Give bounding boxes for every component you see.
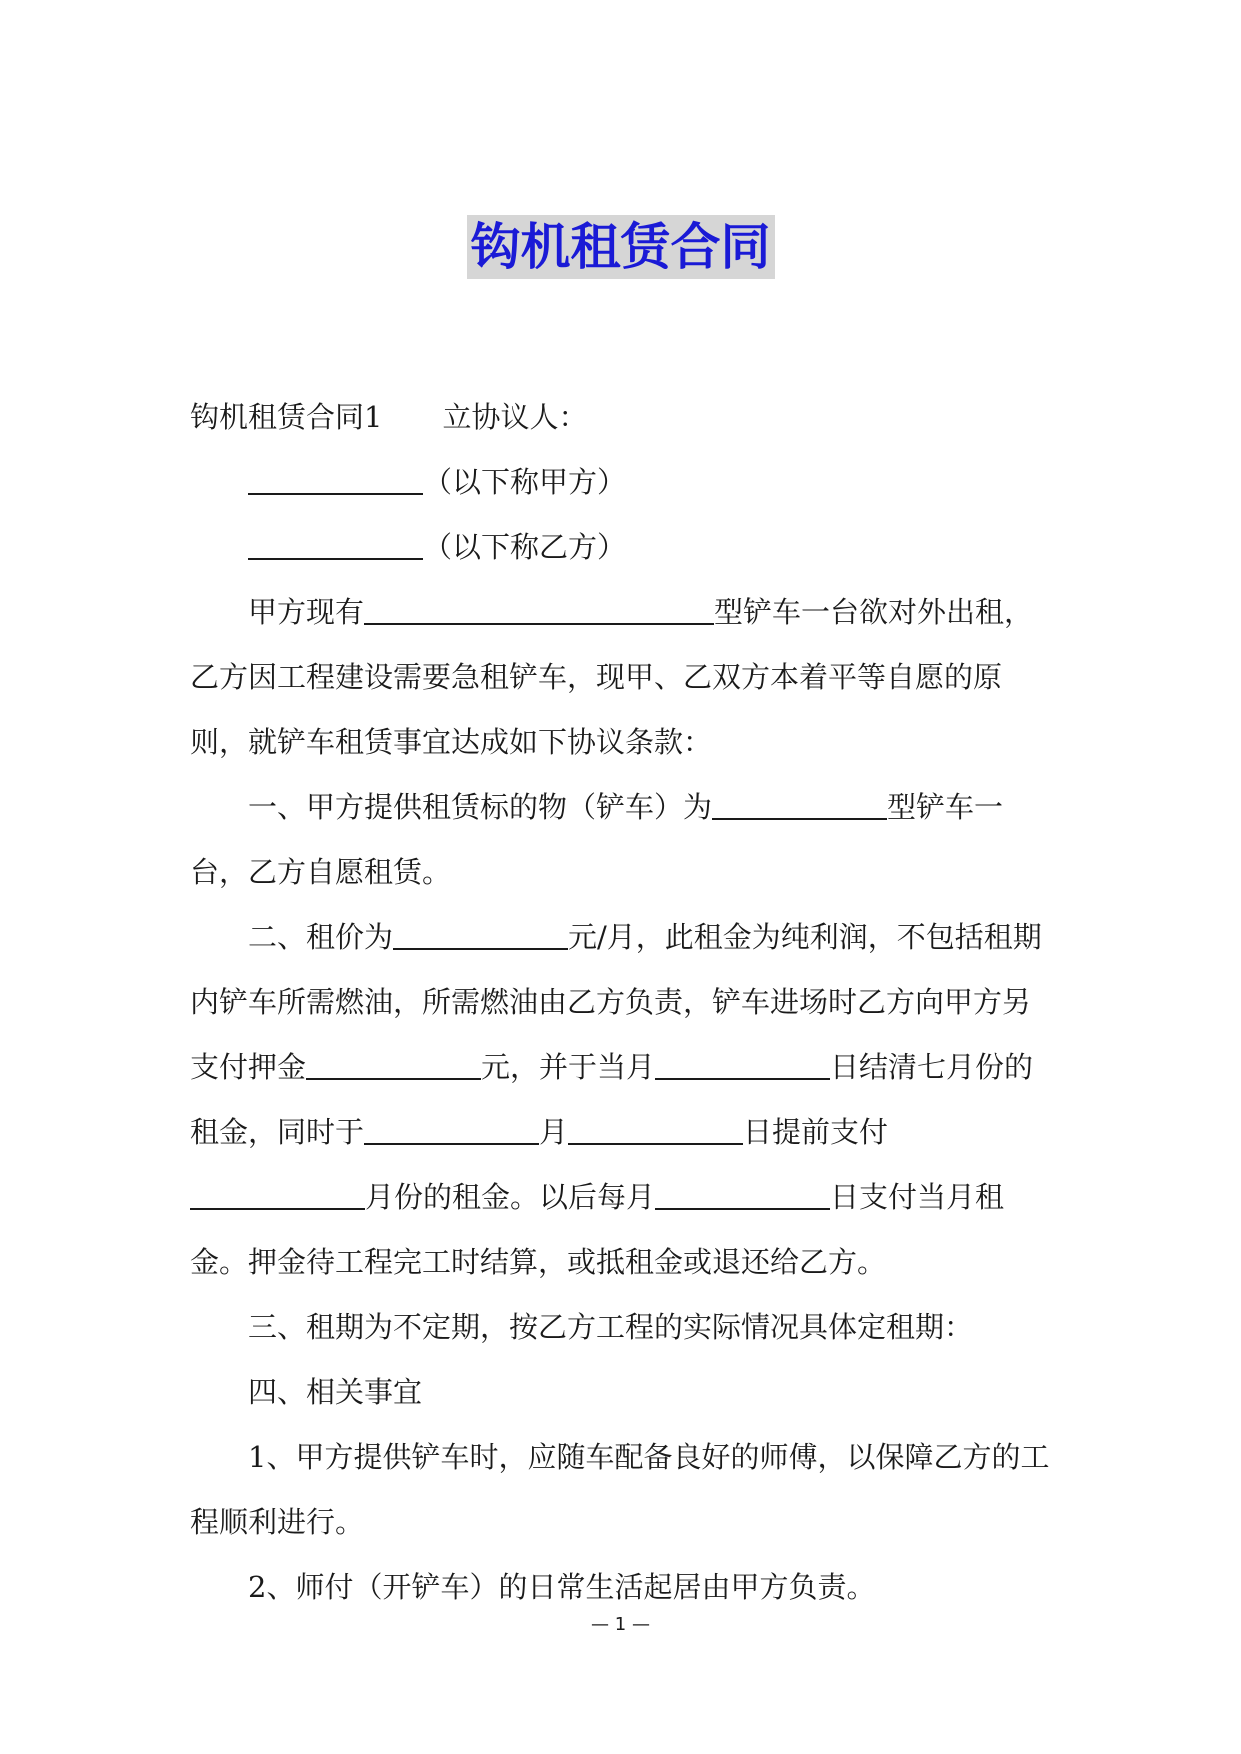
text-run: 日支付当月租金。押金待工程完工时结算，或抵租金或退还给乙方。 [190,1180,1005,1279]
intro-parties: 立协议人： [442,400,588,434]
clause-4: 四、相关事宜 [248,1375,423,1409]
document-title: 钩机租赁合同 [467,215,775,279]
party-b-label: （以下称乙方） [423,530,627,564]
text-run: 二、租价为 [248,920,394,954]
text-run: 元/月，此租金为纯利润，不包括租期内铲车所需燃油，所需燃油由乙方负责，铲车进场时乙方向甲方另支付押金 [190,920,1042,1084]
text-run: 型铲车一台，乙方自愿租赁。 [190,790,1004,889]
text-run: 元，并于当月 [481,1050,656,1084]
item-2: 2、师付（开铲车）的日常生活起居由甲方负责。 [248,1570,876,1604]
blank-field [568,1113,743,1145]
page-number: — 1 — [591,1614,650,1635]
party-a-line [190,450,1056,515]
text-run: 日结清七月份的租金，同时于 [190,1050,1034,1149]
text-run: 甲方现有 [248,595,365,629]
blank-field [248,463,423,495]
clause-2 [190,905,1056,1295]
party-b-line [190,515,1056,580]
title-container [0,215,1241,279]
intro-heading: 钩机租赁合同1 [190,400,383,434]
blank-field [248,528,423,560]
text-run: 月 [539,1115,569,1149]
blank-field [655,1178,830,1210]
text-run: 型铲车一台欲对外出租，乙方因工程建设需要急租铲车，现甲、乙双方本着平等自愿的原则，就铲车租赁事宜达成如下协议条款： [190,595,1034,759]
text-run: 日提前支付 [743,1115,889,1149]
text-run: 一、甲方提供租赁标的物（铲车）为 [248,790,713,824]
clause-3: 三、租期为不定期，按乙方工程的实际情况具体定租期： [248,1310,974,1344]
blank-field [190,1178,365,1210]
blank-field [364,1113,539,1145]
blank-field [712,788,887,820]
text-run: 月份的租金。以后每月 [365,1180,656,1214]
blank-field [393,918,568,950]
blank-field [655,1048,830,1080]
paragraph-1 [190,580,1056,775]
blank-field [364,593,714,625]
clause-1 [190,775,1056,905]
document-body [190,385,1056,1620]
intro-line [190,385,1056,450]
party-a-label: （以下称甲方） [423,465,627,499]
blank-field [306,1048,481,1080]
item-1: 1、甲方提供铲车时，应随车配备良好的师傅，以保障乙方的工程顺利进行。 [190,1440,1050,1539]
